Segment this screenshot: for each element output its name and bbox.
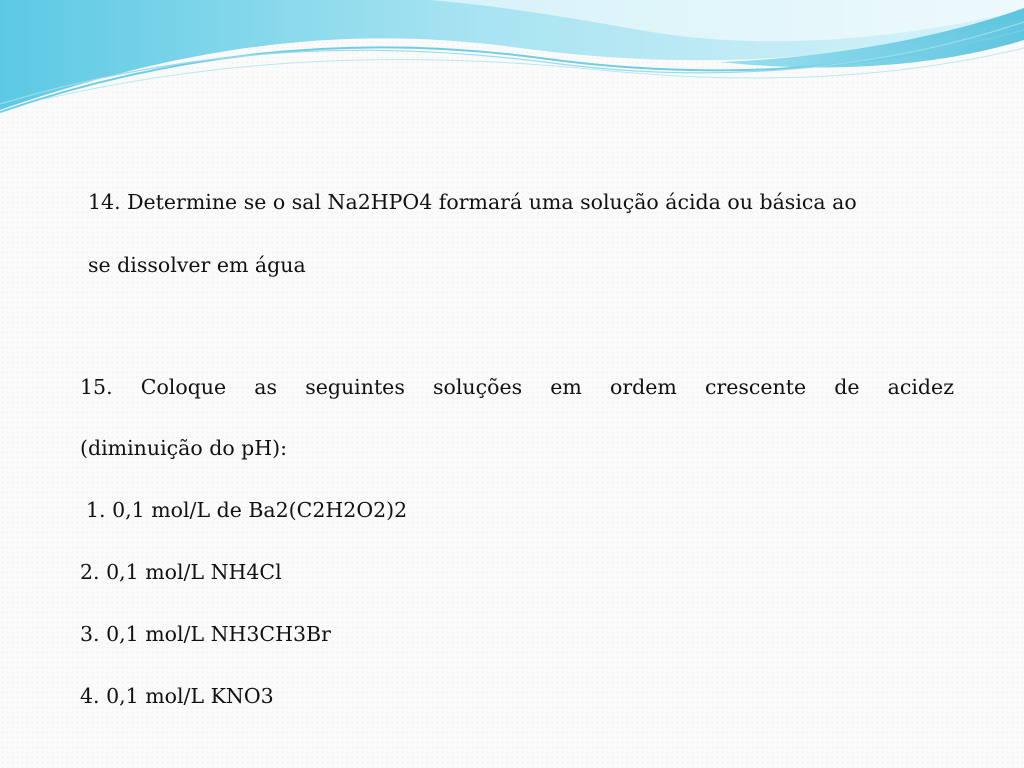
question-15-line-2: (diminuição do pH): xyxy=(80,436,288,460)
decorative-wave-header xyxy=(0,0,1024,130)
question-15-line-1: 15. Coloque as seguintes soluções em ordem crescente de acidez xyxy=(80,375,954,399)
question-14-line-2: se dissolver em água xyxy=(88,253,306,277)
list-item-1: 1. 0,1 mol/L de Ba2(C2H2O2)2 xyxy=(86,498,408,522)
list-item-4: 4. 0,1 mol/L KNO3 xyxy=(80,684,274,708)
list-item-3: 3. 0,1 mol/L NH3CH3Br xyxy=(80,622,331,646)
question-14-line-1: 14. Determine se o sal Na2HPO4 formará uma solução ácida ou básica ao xyxy=(88,190,857,214)
list-item-2: 2. 0,1 mol/L NH4Cl xyxy=(80,560,282,584)
